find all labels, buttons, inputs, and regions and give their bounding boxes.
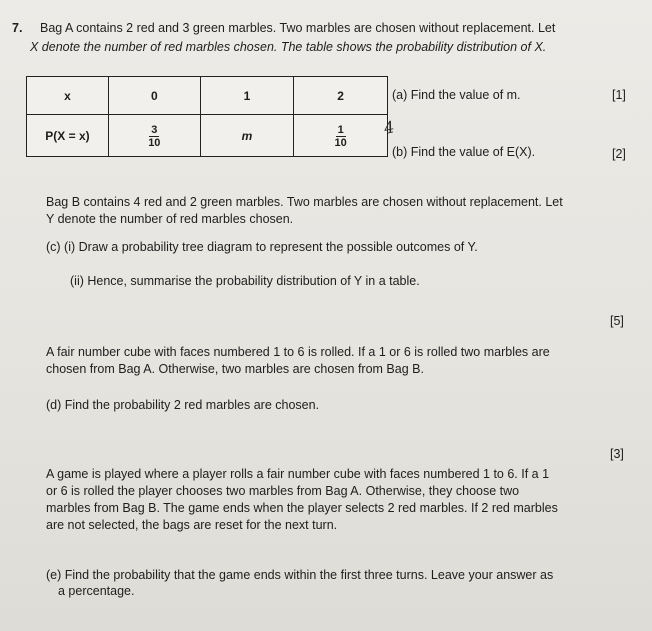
table-cell xyxy=(108,115,200,157)
cube-line-2: chosen from Bag A. Otherwise, two marbles are chosen from Bag B. xyxy=(46,362,424,376)
table-row-x xyxy=(27,77,388,115)
part-d-text: (d) Find the probability 2 red marbles are chosen. xyxy=(46,398,320,412)
table-cell: m xyxy=(200,115,294,157)
question-number: 7. xyxy=(12,21,23,35)
game-line-3: marbles from Bag B. The game ends when the player selects 2 red marbles. If 2 red marbles xyxy=(46,501,558,515)
part-e-line-2: a percentage. xyxy=(58,584,135,598)
part-c-ii-text: (ii) Hence, summarise the probability distribution of Y in a table. xyxy=(70,274,420,288)
bag-b-line-2: Y denote the number of red marbles chosen. xyxy=(46,212,294,226)
intro-line-1: Bag A contains 2 red and 3 green marbles. Two marbles are chosen without replacement. Let xyxy=(40,21,556,35)
fraction-numerator: 1 xyxy=(337,124,344,136)
fraction-denominator: 10 xyxy=(334,137,347,149)
cube-line-1: A fair number cube with faces numbered 1 to 6 is rolled. If a 1 or 6 is rolled two marbles are xyxy=(46,345,550,359)
game-line-2: or 6 is rolled the player chooses two marbles from Bag A. Otherwise, they choose two xyxy=(46,484,520,498)
table-row-px xyxy=(27,115,388,157)
probability-distribution-table xyxy=(26,76,388,157)
table-cell: 2 xyxy=(294,77,388,115)
fraction xyxy=(146,124,162,149)
part-d-marks: [3] xyxy=(610,447,624,461)
table-header-x: x xyxy=(27,77,109,115)
fraction-denominator: 10 xyxy=(148,137,161,149)
part-b-marks: [2] xyxy=(612,147,626,161)
part-a-marks: [1] xyxy=(612,88,626,102)
fraction-numerator: 3 xyxy=(151,124,158,136)
table-header-px: P(X = x) xyxy=(27,115,109,157)
bag-b-line-1: Bag B contains 4 red and 2 green marbles. Two marbles are chosen without replacement. Let xyxy=(46,195,563,209)
handwritten-scribble: 4 xyxy=(382,117,397,138)
part-b-text: (b) Find the value of E(X). xyxy=(392,145,536,159)
game-line-4: are not selected, the bags are reset for the next turn. xyxy=(46,518,338,532)
part-c-marks: [5] xyxy=(610,314,624,328)
part-e-line-1: (e) Find the probability that the game ends within the first three turns. Leave your answer as xyxy=(46,568,554,582)
fraction xyxy=(333,124,349,149)
intro-line-2: X denote the number of red marbles chosen. The table shows the probability distribution of X. xyxy=(30,40,547,54)
table-cell: 0 xyxy=(108,77,200,115)
part-c-i-text: (c) (i) Draw a probability tree diagram to represent the possible outcomes of Y. xyxy=(46,240,478,254)
part-a-text: (a) Find the value of m. xyxy=(392,88,521,102)
game-line-1: A game is played where a player rolls a fair number cube with faces numbered 1 to 6. If a 1 xyxy=(46,467,550,481)
table-cell xyxy=(294,115,388,157)
table-cell: 1 xyxy=(200,77,294,115)
